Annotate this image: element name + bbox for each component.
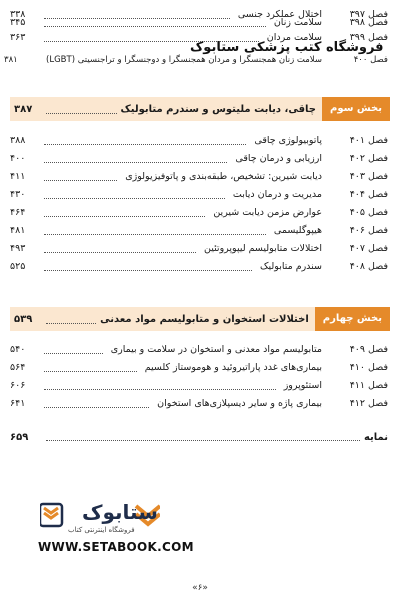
page-number: ۵۲۵: [10, 261, 26, 272]
page-number: ۶۴۱: [10, 398, 26, 409]
section-title: اختلالات استخوان و متابولیسم مواد معدنی: [100, 313, 309, 325]
index-title: نمایه: [363, 431, 388, 443]
chapter-title: عوارض مزمن دیابت شیرین: [213, 207, 322, 218]
chapter-title: مدیریت و درمان دیابت: [232, 189, 322, 200]
chapter-label: فصل ۴۰۴: [349, 189, 388, 200]
page-number: ۳۶۳: [10, 32, 26, 43]
chapter-title: سلامت زنان: [273, 17, 322, 28]
section-header-3[interactable]: [10, 97, 390, 121]
leader-dots: [44, 269, 252, 271]
page-number: ۴۱۱: [10, 171, 26, 182]
website-url[interactable]: WWW.SETABOOK.COM: [38, 540, 194, 554]
chapter-label: فصل ۴۱۲: [349, 398, 388, 409]
page-number: ۵۴۰: [10, 344, 26, 355]
chapter-title: هیپوگلیسمی: [273, 225, 322, 236]
toc-row[interactable]: [10, 377, 388, 395]
leader-dots: [46, 323, 96, 324]
toc-row[interactable]: [10, 222, 388, 240]
page-number: ۳۳۸: [10, 9, 26, 20]
chapter-label: فصل ۴۰۸: [349, 261, 388, 272]
leader-dots: [44, 197, 225, 199]
chapter-title: سندرم متابولیک: [260, 261, 322, 272]
chapter-title: سلامت زنان همجنسگرا و مردان همجنسگرا و دوجنسگرا و تراجنسیتی (LGBT): [46, 55, 322, 65]
page-number: ۶۰۶: [10, 380, 26, 391]
chapter-title: اختلالات متابولیسم لیپوپروتئین: [203, 243, 322, 254]
leader-dots: [46, 440, 360, 441]
page-number: ۴۰۰: [10, 153, 26, 164]
chapter-label: فصل ۳۹۸: [349, 17, 388, 28]
page-number: ۴۶۴: [10, 207, 26, 218]
toc-row[interactable]: [10, 132, 388, 150]
chapter-label: فصل ۴۱۰: [349, 362, 388, 373]
footer-page-number: «۶»: [192, 583, 208, 593]
chapter-label: فصل ۴۰۹: [349, 344, 388, 355]
chapter-label: فصل ۴۰۰: [353, 55, 388, 65]
leader-dots: [44, 370, 137, 372]
toc-row[interactable]: [10, 204, 388, 222]
section-header-4[interactable]: [10, 307, 390, 331]
toc-row[interactable]: [10, 395, 388, 413]
leader-dots: [44, 143, 246, 145]
watermark-text: فروشگاه کتب پزشکی ستابوک: [190, 40, 384, 55]
toc-row[interactable]: [10, 359, 388, 377]
leader-dots: [44, 251, 196, 253]
page-number: ۵۶۴: [10, 362, 26, 373]
chapter-label: فصل ۳۹۷: [349, 9, 388, 20]
leader-dots: [44, 215, 205, 217]
toc-row[interactable]: [10, 341, 388, 359]
chapter-label: فصل ۴۰۱: [349, 135, 388, 146]
chapter-title: سلامت مردان: [266, 32, 322, 43]
leader-dots: [46, 113, 117, 114]
toc-row[interactable]: [10, 168, 388, 186]
page-number: ۴۳۰: [10, 189, 26, 200]
chapter-title: بیماری‌های غدد پاراتیروئید و هوموستاز کلسیم: [144, 362, 322, 373]
chapter-label: فصل ۴۰۲: [349, 153, 388, 164]
chapter-label: فصل ۴۰۳: [349, 171, 388, 182]
chapter-title: بیماری پاژه و سایر دیسپلازی‌های استخوان: [157, 398, 322, 409]
page-number: ۳۸۸: [10, 135, 26, 146]
leader-dots: [44, 352, 103, 354]
leader-dots: [44, 161, 227, 163]
chapter-label: فصل ۴۱۱: [349, 380, 388, 391]
logo-wordmark: ستابوک: [82, 500, 158, 524]
section-title: چاقی، دیابت ملیتوس و سندرم متابولیک: [120, 103, 316, 115]
leader-dots: [44, 25, 266, 27]
page-number: ۳۴۵: [10, 17, 26, 28]
page-number: ۴۹۳: [10, 243, 26, 254]
chapter-title: پاتوبیولوژی چاقی: [254, 135, 322, 146]
chapter-title: استئوپروز: [283, 380, 322, 391]
section-tag: بخش چهارم: [315, 307, 390, 331]
section-page: ۳۸۷: [14, 103, 33, 115]
page-number: ۴۸۱: [10, 225, 26, 236]
index-row[interactable]: [10, 428, 388, 446]
leader-dots: [44, 388, 276, 390]
toc-row[interactable]: [10, 258, 388, 276]
index-page: ۶۵۹: [10, 431, 29, 443]
chapter-label: فصل ۴۰۵: [349, 207, 388, 218]
section-page: ۵۳۹: [14, 313, 33, 325]
chapter-title: اختلال عملکرد جنسی: [237, 9, 322, 20]
toc-row[interactable]: [10, 186, 388, 204]
chapter-title: متابولیسم مواد معدنی و استخوان در سلامت و بیماری: [110, 344, 322, 355]
page-number: ۳۸۱: [4, 55, 18, 65]
chapter-label: فصل ۳۹۹: [349, 32, 388, 43]
toc-row[interactable]: [10, 240, 388, 258]
leader-dots: [44, 233, 266, 235]
toc-row[interactable]: [10, 150, 388, 168]
section-tag: بخش سوم: [322, 97, 390, 121]
chapter-title: دیابت شیرین: تشخیص، طبقه‌بندی و پاتوفیزیولوژی: [125, 171, 322, 182]
chapter-title: ارزیابی و درمان چاقی: [235, 153, 322, 164]
logo-tagline: فروشگاه اینترنتی کتاب: [68, 526, 135, 534]
chapter-label: فصل ۴۰۶: [349, 225, 388, 236]
leader-dots: [44, 179, 117, 181]
chapter-label: فصل ۴۰۷: [349, 243, 388, 254]
leader-dots: [44, 406, 149, 408]
